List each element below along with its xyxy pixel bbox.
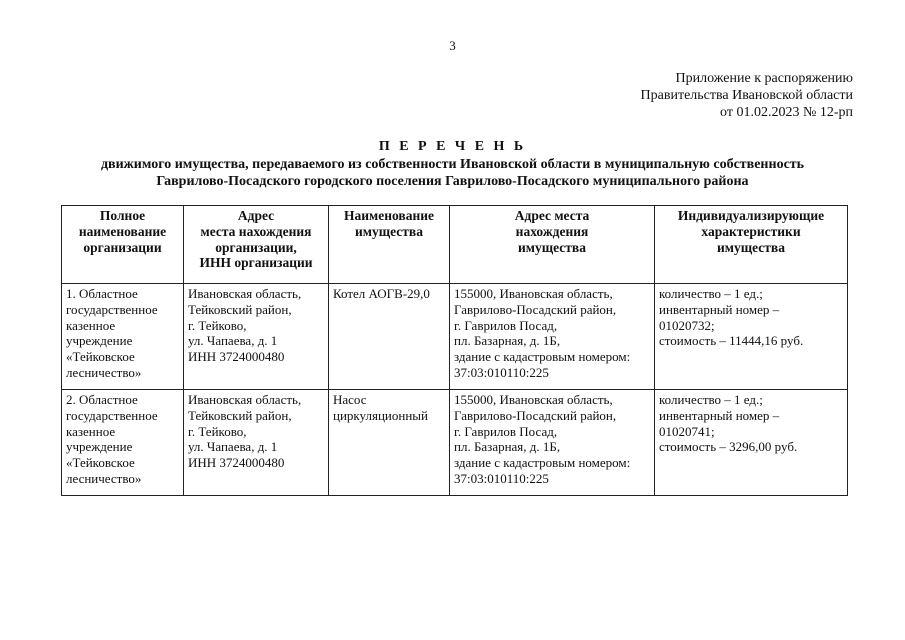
header-organization-name: Полное наименование организации (62, 206, 184, 284)
cell-organization-name: 1. Областное государственное казенное учреждение «Тейковское лесничество» (62, 284, 184, 390)
appendix-line-1: Приложение к распоряжению (675, 71, 853, 86)
page-number: 3 (449, 38, 456, 53)
header-organization-address: Адрес места нахождения организации, ИНН организации (184, 206, 329, 284)
cell-property-name: Котел АОГВ-29,0 (329, 284, 450, 390)
document-title: П Е Р Е Ч Е Н Ь (378, 139, 527, 154)
header-property-characteristics: Индивидуализирующие характеристики имущества (655, 206, 848, 284)
cell-property-address: 155000, Ивановская область, Гаврилово-Посадский район, г. Гаврилов Посад, пл. Базарная, д. 1Б, здание с кадастровым номером: 37:03:010110:225 (450, 390, 655, 496)
cell-property-address: 155000, Ивановская область, Гаврилово-Посадский район, г. Гаврилов Посад, пл. Базарная, д. 1Б, здание с кадастровым номером: 37:03:010110:225 (450, 284, 655, 390)
header-property-address: Адрес места нахождения имущества (450, 206, 655, 284)
cell-organization-address: Ивановская область, Тейковский район, г. Тейково, ул. Чапаева, д. 1 ИНН 3724000480 (184, 390, 329, 496)
table-row (62, 390, 848, 496)
document-heading (0, 138, 905, 191)
appendix-line-2: Правительства Ивановской области (640, 88, 853, 103)
document-subtitle-line-1: движимого имущества, передаваемого из собственности Ивановской области в муниципальную собственность (100, 156, 805, 172)
cell-property-characteristics: количество – 1 ед.; инвентарный номер – 01020732; стоимость – 11444,16 руб. (655, 284, 848, 390)
cell-organization-address: Ивановская область, Тейковский район, г. Тейково, ул. Чапаева, д. 1 ИНН 3724000480 (184, 284, 329, 390)
table-row (62, 284, 848, 390)
appendix-line-3: от 01.02.2023 № 12-рп (720, 105, 853, 120)
table-header-row (62, 206, 848, 284)
cell-property-characteristics: количество – 1 ед.; инвентарный номер – 01020741; стоимость – 3296,00 руб. (655, 390, 848, 496)
appendix-block (641, 70, 853, 121)
cell-property-name: Насос циркуляционный (329, 390, 450, 496)
cell-organization-name: 2. Областное государственное казенное учреждение «Тейковское лесничество» (62, 390, 184, 496)
header-property-name: Наименование имущества (329, 206, 450, 284)
property-table (61, 205, 848, 496)
document-subtitle-line-2: Гаврилово-Посадского городского поселения Гаврилово-Посадского муниципального района (156, 174, 749, 189)
